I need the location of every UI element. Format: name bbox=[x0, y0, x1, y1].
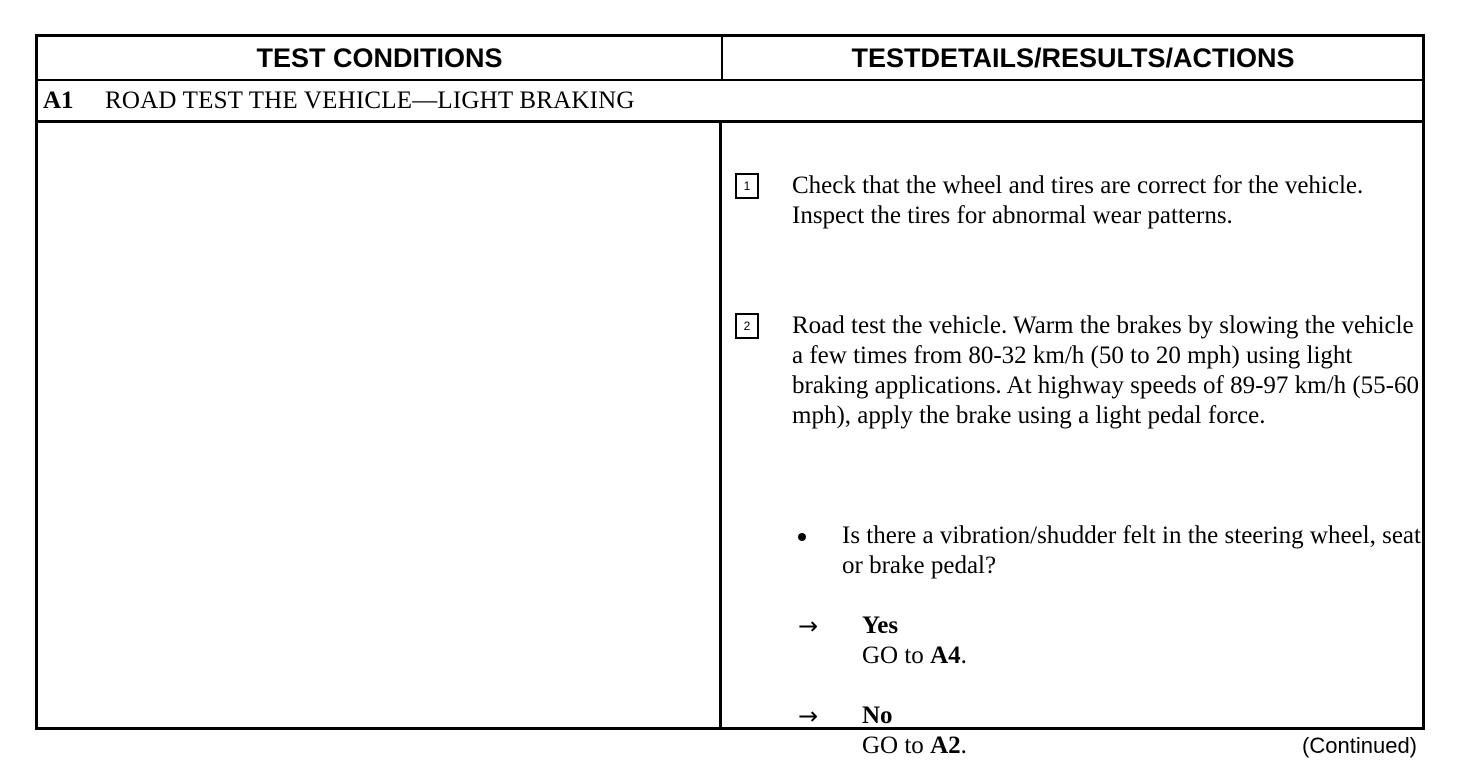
step-number-box: 1 bbox=[735, 173, 759, 199]
step-text: Check that the wheel and tires are correct for the vehicle. Inspect the tires for abnormal wear patterns. bbox=[792, 172, 1364, 229]
answer-goto: GO to A2. bbox=[862, 732, 967, 759]
answer-no bbox=[862, 701, 1362, 761]
section-row bbox=[38, 81, 1422, 123]
answer-label: No bbox=[862, 702, 893, 729]
section-title: ROAD TEST THE VEHICLE—LIGHT BRAKING bbox=[105, 86, 635, 114]
step-text: Road test the vehicle. Warm the brakes by slowing the vehicle a few times from 80-32 km/h (50 to 20 mph) using light braking applications. At highway speeds of 89-97 km/h (55-60 mph), apply the brake using a light pedal force. bbox=[792, 312, 1419, 429]
header-test-conditions: TEST CONDITIONS bbox=[256, 42, 503, 73]
answer-goto: GO to A4. bbox=[862, 642, 967, 669]
section-id: A1 bbox=[43, 86, 74, 114]
goto-target: A4 bbox=[930, 642, 961, 669]
step-number-box: 2 bbox=[735, 313, 759, 339]
arrow-right-icon: → bbox=[798, 702, 819, 730]
arrow-right-icon: → bbox=[798, 612, 819, 640]
header-test-details: TESTDETAILS/RESULTS/ACTIONS bbox=[851, 42, 1295, 73]
goto-target: A2 bbox=[930, 732, 961, 759]
bullet-icon bbox=[798, 533, 806, 541]
table-header-row bbox=[38, 37, 1422, 81]
continued-note: (Continued) bbox=[1302, 733, 1417, 758]
question-text: Is there a vibration/shudder felt in the steering wheel, seat or brake pedal? bbox=[842, 522, 1421, 579]
answer-yes bbox=[862, 611, 1362, 671]
answer-label: Yes bbox=[862, 612, 899, 639]
